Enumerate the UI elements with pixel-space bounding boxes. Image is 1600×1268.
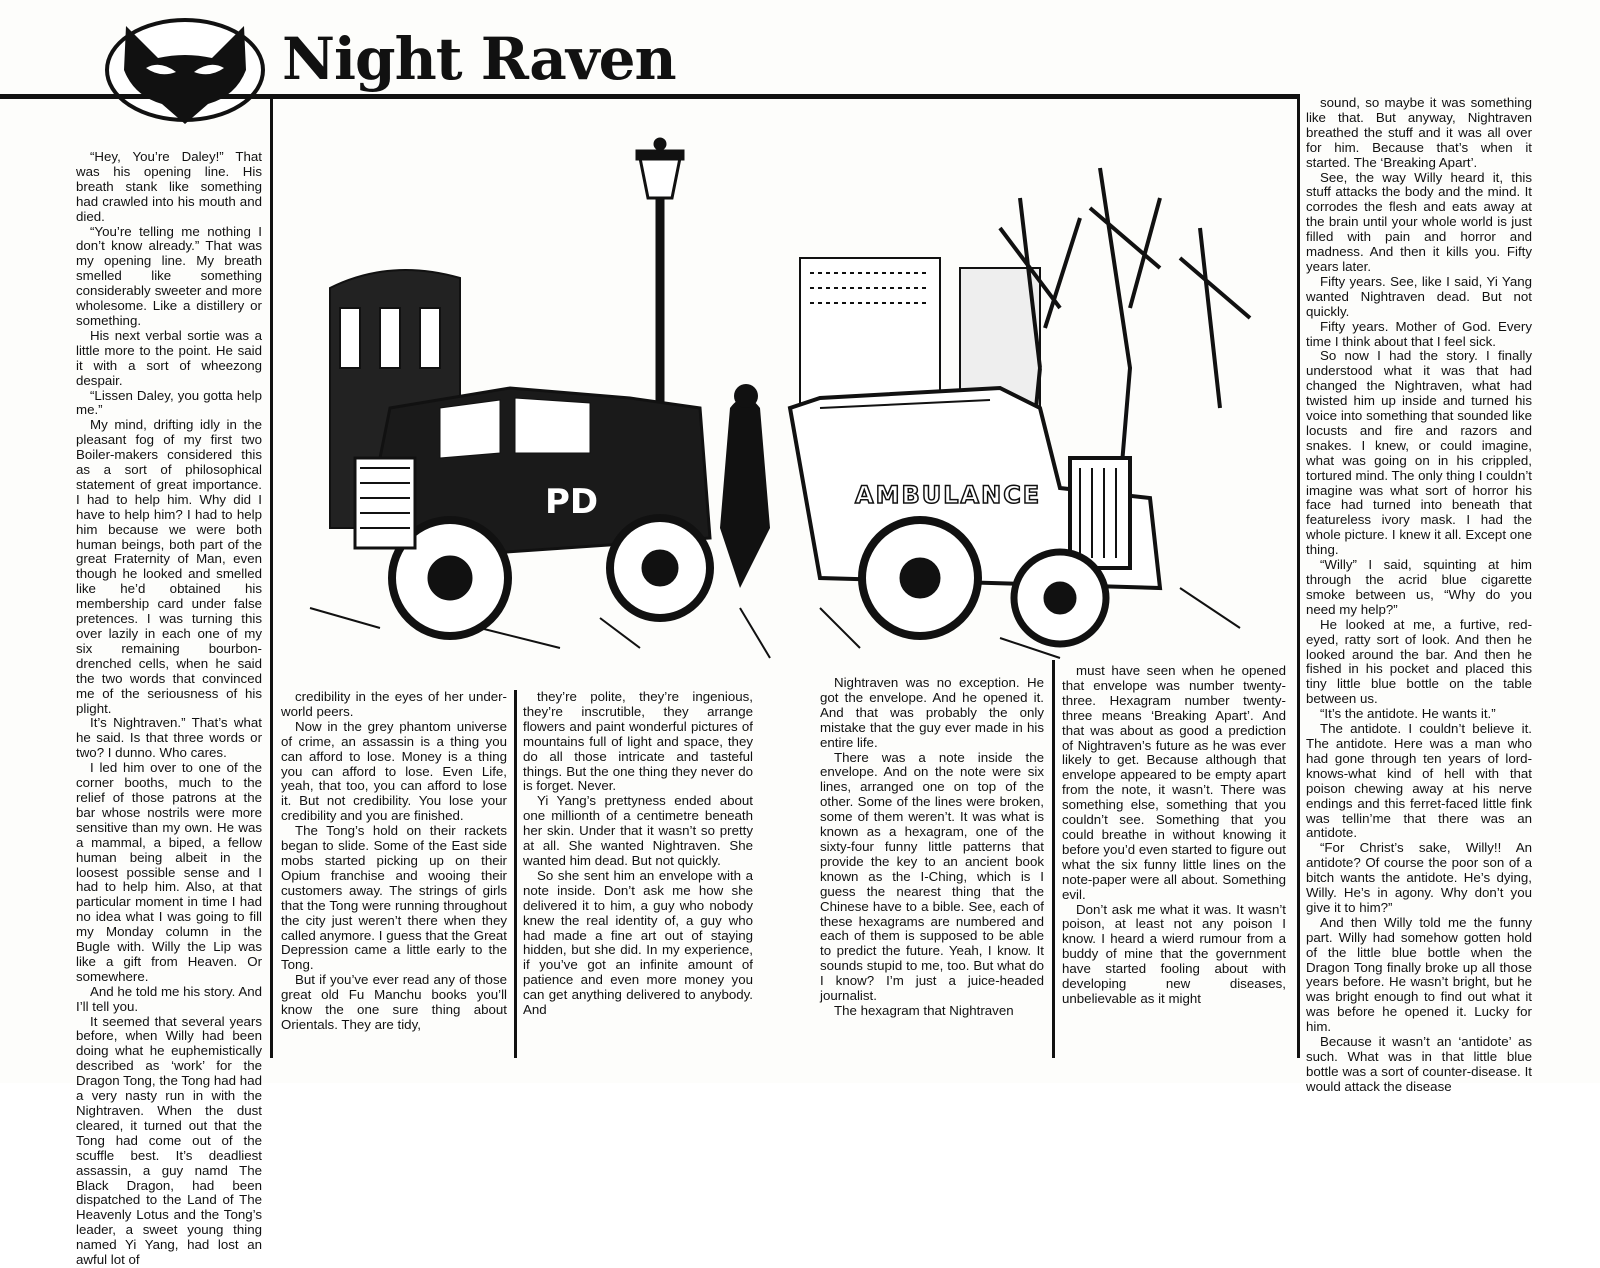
paragraph: “For Christ’s sake, Willy!! An antidote? Of course the poor son of a bitch wants the antidote. He’s dying, Willy. He’s in agony. Why don’t you give it to him?”: [1306, 840, 1532, 915]
paragraph: Yi Yang’s prettyness ended about one millionth of a centimetre beneath her skin. Under that it wasn’t so pretty at all. She wanted Nightraven. She wanted him dead. But not quickly.: [523, 793, 753, 868]
paragraph: My mind, drifting idly in the pleasant fog of my first two Boiler-makers considered this as a sort of philosophical statement of great importance. I had to help him. Why did I have to help him? I had to help him because we were both human beings, both part of the great Fraternity of Man, even though he looked and smelled like he’d obtained his membership card under false pretences. I was turning this over lazily in each one of my six remaining bourbon-drenched cells, when he said the two words that convinced me of the seriousness of his plight.: [76, 417, 262, 716]
paragraph: credibility in the eyes of her under-world peers.: [281, 689, 507, 719]
ambulance-van: [790, 388, 1160, 644]
paragraph: The antidote. I couldn’t believe it. The antidote. Here was a man who had gone through ten years of lord-knows-what kind of hell with that poison chewing away at his nerve endings and this ferret-faced little fink was tellin’me that there was an antidote.: [1306, 721, 1532, 841]
column-divider: [270, 96, 273, 1058]
paragraph: “You’re telling me nothing I don’t know already.” That was my opening line. My breath smelled like something considerably sweeter and more wholesome. Like a distillery or something.: [76, 223, 262, 328]
paragraph: “It’s the antidote. He wants it.”: [1320, 706, 1496, 722]
header-rule: [0, 94, 1300, 99]
paragraph: It’s Nightraven.” That’s what he said. Is that three words or two? I dunno. Who cares.: [76, 715, 262, 761]
text-column-6: [1306, 95, 1532, 1094]
paragraph: Now in the grey phantom universe of crime, an assassin is a thing you can afford to lose. Money is a thing you can afford to lose. Even Life, yeah, that too, you can afford to lose it. But not credibility. You lose your credibility and you are finished.: [281, 718, 507, 824]
text-column-2: [281, 690, 507, 1058]
paragraph: I led him over to one of the corner booths, much to the relief of those patrons at the bar whose nostrils were more sensitive than my own. He was a mammal, a biped, a fellow human being albeit in the loosest possible sense and I had to help him. Also, at that particular moment in time I had no idea what I was going to fill my Monday column in the Bugle with. Willy the Lip was like a gift from Heaven. Or somewhere.: [76, 760, 262, 984]
paragraph: sound, so maybe it was something like that. But anyway, Nightraven breathed the stuff and it was all over for him. Because that’s when it started. The ‘Breaking Apart’.: [1306, 95, 1532, 170]
paragraph: must have seen when he opened that envelope was number twenty-three. Hexagram number twenty-three means ‘Breaking Apart’. And that was about as good a prediction of Nightraven’s future as he was ever likely to get. Because although that envelope appeared to be empty apart from the note, it wasn’t. There was something else, something that you couldn’t see. Something that you could breathe in without knowing it before you’d even started to figure out what the six funny little lines on the note-paper were all about. Something evil.: [1062, 663, 1286, 902]
police-car-label: PD: [545, 482, 599, 522]
paragraph: “Lissen Daley, you gotta help me.”: [76, 387, 262, 418]
paragraph: they’re polite, they’re ingenious, they’re inscrutible, they arrange flowers and paint wonderful pictures of mountains full of light and space, they do all those intricate and tasteful things. But the one thing they never do is forget. Never.: [523, 689, 753, 794]
police-car: [355, 388, 710, 636]
ambulance-label: AMBULANCE: [855, 481, 1042, 509]
paragraph: Nightraven was no exception. He got the envelope. And he opened it. And that was probably the only mistake that the guy ever made in his entire life.: [820, 675, 1044, 750]
text-column-4: [820, 676, 1044, 1058]
paragraph: “Willy” I said, squinting at him through the acrid blue cigarette smoke between us, “Why do you need my help?”: [1306, 557, 1532, 617]
text-column-1: [76, 149, 262, 1268]
figures: [720, 384, 770, 588]
paragraph: So she sent him an envelope with a note inside. Don’t ask me how she delivered it to him, a guy who nobody knew the real identity of, a guy who had made a fine art out of staying hidden, but she did. In my experience, if you’ve got an infinite amount of patience and even more money you can get anything delivered to anybody. And: [523, 867, 753, 1018]
paragraph: And he told me his story. And I’ll tell you.: [76, 983, 262, 1014]
column-divider: [514, 690, 517, 1058]
paragraph: But if you’ve ever read any of those great old Fu Manchu books you’ll know the one sure thing about Orientals. They are tidy,: [281, 972, 507, 1032]
paragraph: The hexagram that Nightraven: [834, 1002, 1014, 1018]
paragraph: The Tong’s hold on their rackets began to slide. Some of the East side mobs started picking up on their Opium franchise and wooing their customers away. The strings of girls that the Tong were running throughout the city just weren’t there when they called anymore. I guess that the Great Depression came a little early to the Tong.: [281, 823, 507, 973]
paragraph: So now I had the story. I finally understood what it was that had changed the Nightraven, what had twisted him up inside and turned his voice into something that sounded like locusts and fire and razors and snakes. I knew, or could imagine, what was going on in his crippled, tortured mind. The only thing I couldn’t imagine was what sort of horror his face had turned into beneath that featureless ivory mask. I had the whole picture. I knew it all. Except one thing.: [1306, 348, 1532, 558]
paragraph: See, the way Willy heard it, this stuff attacks the body and the mind. It corrodes the flesh and eats away at the brain until your whole world is just filled with pain and horror and madness. And then it kills you. Fifty years later.: [1306, 169, 1532, 274]
paragraph: It seemed that several years before, when Willy had been doing what he euphemistically described as ‘work’ for the Dragon Tong, the Tong had had a very nasty run in with the Nightraven. When the dust cleared, it turned out that the Tong had come out of the scuffle best. It’s deadliest assassin, a guy namd The Black Dragon, had been dispatched to the Land of The Heavenly Lotus and the Tong’s leader, a sweet young thing named Yi Yang, had lost an awful lot of: [76, 1013, 262, 1268]
street-scene-illustration: [300, 108, 1290, 668]
text-column-3: [523, 690, 753, 1058]
paragraph: Because it wasn’t an ‘antidote’ as such. What was in that little blue bottle was a sort of counter-disease. It would attack the disease: [1306, 1034, 1532, 1094]
paragraph: Fifty years. Mother of God. Every time I think about that I feel sick.: [1306, 318, 1532, 349]
page-title: Night Raven: [282, 25, 676, 93]
paragraph: Don’t ask me what it was. It wasn’t poison, at least not any poison I know. I heard a wierd rumour from a buddy of mine that the government have started fooling about with developing new diseases, unbelievable as it might: [1062, 901, 1286, 1006]
raven-mask-logo: [96, 12, 274, 124]
text-column-5: [1062, 664, 1286, 1058]
paragraph: There was a note inside the envelope. And on the note were six lines, arranged one on top of the other. Some of the lines were broken, some of them weren’t. It was what is known as a hexagram, one of the sixty-four funny little patterns that provide the key to an ancient book known as the I-Ching, which is I guess the nearest thing that the Chinese have to a bible. See, each of these hexagrams are numbered and each of them is supposed to be able to predict the future. Yeah, I know. It sounds stupid to me, too. But what do I know? I’m just a juice-headed journalist.: [820, 749, 1044, 1004]
paragraph: “Hey, You’re Daley!” That was his opening line. His breath stank like something had crawled into his mouth and died.: [76, 149, 262, 224]
column-divider: [1297, 96, 1300, 1058]
column-divider: [1052, 660, 1055, 1058]
paragraph: And then Willy told me the funny part. Willy had somehow gotten hold of the little blue bottle when the Dragon Tong finally broke up all those years before. He wasn’t bright, but he was bright enough to find out what it was before he opened it. Lucky for him.: [1306, 914, 1532, 1035]
paragraph: Fifty years. See, like I said, Yi Yang wanted Nightraven dead. But not quickly.: [1306, 273, 1532, 319]
paragraph: He looked at me, a furtive, red-eyed, ratty sort of look. And then he looked around the bar. And then he fished in his pocket and placed this tiny little blue bottle on the table between us.: [1306, 616, 1532, 707]
paragraph: His next verbal sortie was a little more to the point. He said it with a sort of wheezong despair.: [76, 327, 262, 388]
